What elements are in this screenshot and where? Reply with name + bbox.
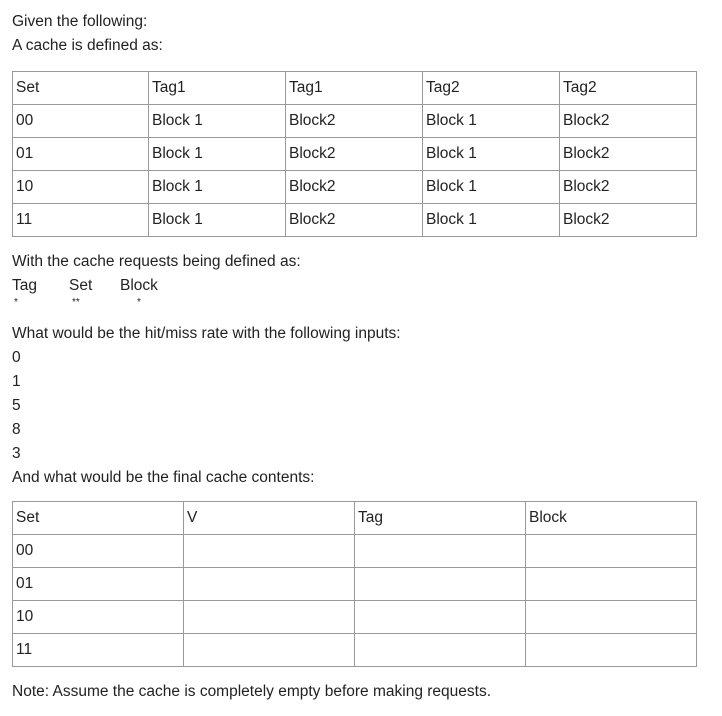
table-row <box>13 535 697 568</box>
header-cell: Set <box>13 502 184 535</box>
table-cell: 01 <box>13 568 184 601</box>
table-cell: Block 1 <box>149 204 286 237</box>
final-contents-prompt: And what would be the final cache contents: <box>12 469 315 486</box>
empty-cell <box>526 568 697 601</box>
empty-cell <box>184 601 355 634</box>
empty-cell <box>355 601 526 634</box>
input-value: 5 <box>12 397 21 414</box>
field-block-label: Block <box>120 277 158 294</box>
cache-definition-table <box>12 71 697 237</box>
header-cell: Tag1 <box>286 72 423 105</box>
tag-width-marker: * <box>14 297 18 308</box>
input-value: 8 <box>12 421 21 438</box>
table-cell: Block2 <box>286 171 423 204</box>
header-cell: V <box>184 502 355 535</box>
table-cell: Block 1 <box>149 138 286 171</box>
empty-cell <box>526 634 697 667</box>
input-value: 3 <box>12 445 21 462</box>
table-cell: 10 <box>13 171 149 204</box>
header-cell: Block <box>526 502 697 535</box>
table-row <box>13 634 697 667</box>
table-cell: 10 <box>13 601 184 634</box>
intro-line-2: A cache is defined as: <box>12 37 163 54</box>
empty-cell <box>355 535 526 568</box>
table-row <box>13 171 697 204</box>
block-width-marker: * <box>137 297 141 308</box>
empty-cell <box>526 535 697 568</box>
table-header-row <box>13 502 697 535</box>
empty-cell <box>355 568 526 601</box>
intro-line-1: Given the following: <box>12 13 148 30</box>
table-cell: Block 1 <box>423 105 560 138</box>
table-row <box>13 568 697 601</box>
empty-cell <box>184 535 355 568</box>
table-cell: 11 <box>13 634 184 667</box>
question-text: What would be the hit/miss rate with the following inputs: <box>12 325 401 342</box>
table-cell: Block2 <box>560 138 697 171</box>
table-cell: Block 1 <box>149 105 286 138</box>
header-cell: Tag2 <box>560 72 697 105</box>
header-cell: Tag <box>355 502 526 535</box>
table-cell: 11 <box>13 204 149 237</box>
table-row <box>13 601 697 634</box>
note-text: Note: Assume the cache is completely empty before making requests. <box>12 683 492 700</box>
empty-cell <box>355 634 526 667</box>
table-header-row <box>13 72 697 105</box>
input-value: 0 <box>12 349 21 366</box>
field-set-label: Set <box>69 277 93 294</box>
empty-cell <box>526 601 697 634</box>
table-cell: Block2 <box>560 171 697 204</box>
table-cell: Block 1 <box>423 171 560 204</box>
requests-intro: With the cache requests being defined as: <box>12 253 301 270</box>
table-cell: Block2 <box>286 204 423 237</box>
table-row <box>13 204 697 237</box>
table-cell: 00 <box>13 105 149 138</box>
empty-cell <box>184 568 355 601</box>
empty-cell <box>184 634 355 667</box>
set-width-marker: ** <box>72 297 80 308</box>
final-cache-table <box>12 501 697 667</box>
table-cell: Block 1 <box>423 204 560 237</box>
header-cell: Tag1 <box>149 72 286 105</box>
input-value: 1 <box>12 373 21 390</box>
table-row <box>13 138 697 171</box>
table-cell: 00 <box>13 535 184 568</box>
table-cell: Block2 <box>560 105 697 138</box>
table-cell: Block2 <box>286 138 423 171</box>
table-cell: 01 <box>13 138 149 171</box>
header-cell: Tag2 <box>423 72 560 105</box>
table-cell: Block 1 <box>423 138 560 171</box>
field-tag-label: Tag <box>12 277 37 294</box>
header-cell: Set <box>13 72 149 105</box>
table-cell: Block2 <box>286 105 423 138</box>
table-cell: Block2 <box>560 204 697 237</box>
table-cell: Block 1 <box>149 171 286 204</box>
table-row <box>13 105 697 138</box>
